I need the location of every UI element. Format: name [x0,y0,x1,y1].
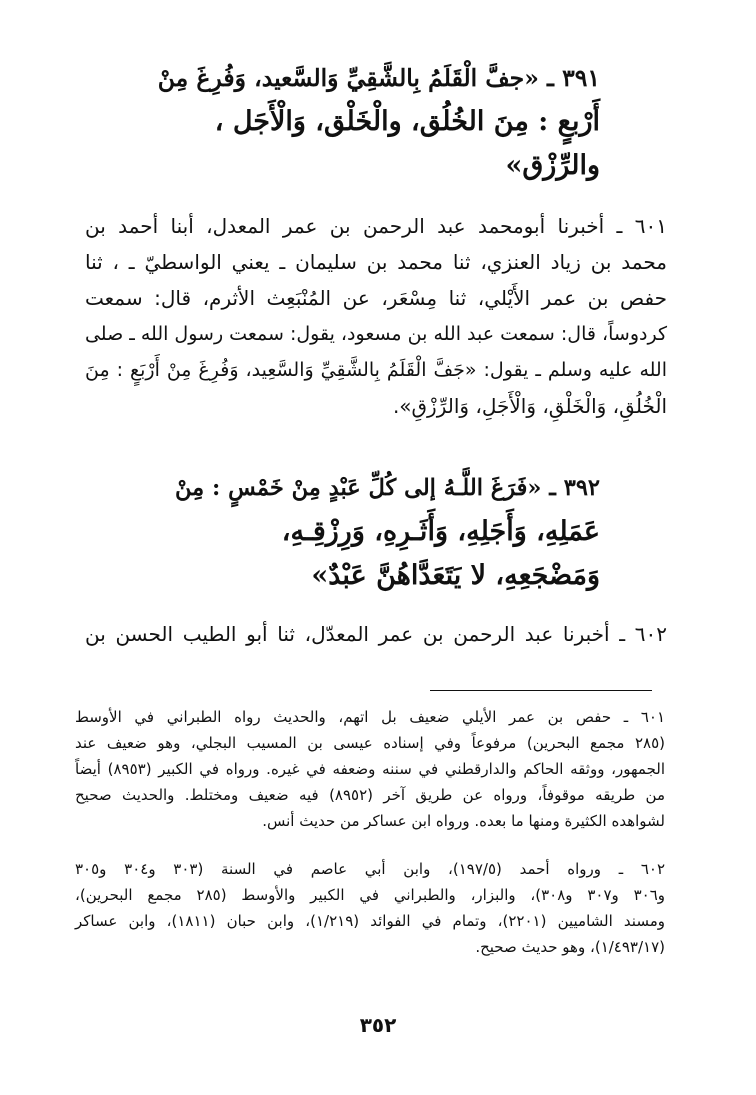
footnote-separator [430,690,652,691]
narration-601-line: ٦٠١ ـ أخبرنا أبومحمد عبد الرحمن بن عمر المعدل، أبنا أحمد بن [85,214,667,238]
hadith-392-line: عَمَلِهِ، وَأَجَلِهِ، وَأَثَـرِهِ، وَرِزْقِـهِ، [281,516,600,547]
narration-601 [85,208,667,424]
hadith-392-heading [170,466,600,598]
footnote-602-line: (١/٤٩٣/١٧)، وهو حديث صحيح. [475,938,665,956]
footnote-601 [75,704,665,834]
footnote-602-line: و٣٠٦ و٣٠٧ و٣٠٨)، والبزار، والطبراني في الكبير والأوسط (٢٨٥ مجمع البحرين)، [75,886,666,904]
narration-601-line: الله عليه وسلم ـ يقول: «جَفَّ الْقَلَمُ بِالشَّقِيِّ وَالسَّعِيد، وَفُرِغَ مِنْ أَرْبَعٍ : مِنَ [85,359,667,381]
page-number: ٣٥٢ [359,1013,397,1037]
footnote-602-line: ومسند الشاميين (٢٢٠١)، وتمام في الفوائد (١/٢١٩)، وابن حبان (١٨١١)، وابن عساكر [75,912,665,930]
hadith-391-heading [150,56,600,188]
footnote-601-line: الجمهور، ووثقه الحاكم والدارقطني في سننه وضعفه في غيره. ورواه في الكبير (٨٩٥٣) أيضاً [75,760,665,778]
narration-601-line: الْخُلُقِ، وَالْخَلْقِ، وَالْأَجَلِ، وَالرِّزْقِ». [392,394,667,418]
footnote-601-line: من طريقه موقوفاً، ورواه عن طريق آخر (٨٩٥٢) فيه ضعيف ومختلط. والحديث صحيح [75,786,665,804]
hadith-391-line: ٣٩١ ـ «جفَّ الْقَلَمُ بِالشَّقِيِّ وَالسَّعيد، وَفُرِغَ مِنْ [157,64,600,92]
narration-602-line: ٦٠٢ ـ أخبرنا عبد الرحمن بن عمر المعدّل، ثنا أبو الطيب الحسن بن [85,622,667,646]
narration-601-line: كردوساً، قال: سمعت عبد الله بن مسعود، يقول: سمعت رسول الله ـ صلى [84,323,667,345]
footnote-601-line: ٦٠١ ـ حفص بن عمر الأيلي ضعيف بل اتهم، والحديث رواه الطبراني في الأوسط [75,708,665,726]
hadith-391-line: أَرْبعٍ : مِنَ الخُلُق، والْخَلْق، وَالْأَجَل ، [214,106,600,137]
footnote-601-line: لشواهده الكثيرة ومنها ما بعده. ورواه ابن عساكر من حديث أنس. [262,812,665,830]
hadith-392-line: وَمَضْجَعِهِ، لا يَتَعَدَّاهُنَّ عَبْدٌ» [311,560,600,591]
hadith-391-line: والرِّزْق» [505,150,600,181]
footnote-602-line: ٦٠٢ ـ ورواه أحمد (١٩٧/٥)، وابن أبي عاصم في السنة (٣٠٣ و٣٠٤ و٣٠٥ [75,860,666,878]
hadith-392-line: ٣٩٢ ـ «فَرَغَ اللَّـهُ إلى كُلِّ عَبْدٍ مِنْ خَمْسٍ : مِنْ [175,475,600,501]
footnote-601-line: (٢٨٥ مجمع البحرين) مرفوعاً وفي إسناده عيسى بن المسيب البجلي، وهو ضعيف عند [75,734,665,752]
narration-601-line: محمد بن زياد العنزي، ثنا محمد بن سليمان ـ يعني الواسطيّ ـ ، ثنا [85,250,667,274]
footnote-602 [75,856,665,960]
narration-602 [85,616,667,652]
narration-601-line: حفص بن عمر الأَيْلي، ثنا مِسْعَر، عن المُنْبَعِث الأثرم، قال: سمعت [85,286,667,310]
